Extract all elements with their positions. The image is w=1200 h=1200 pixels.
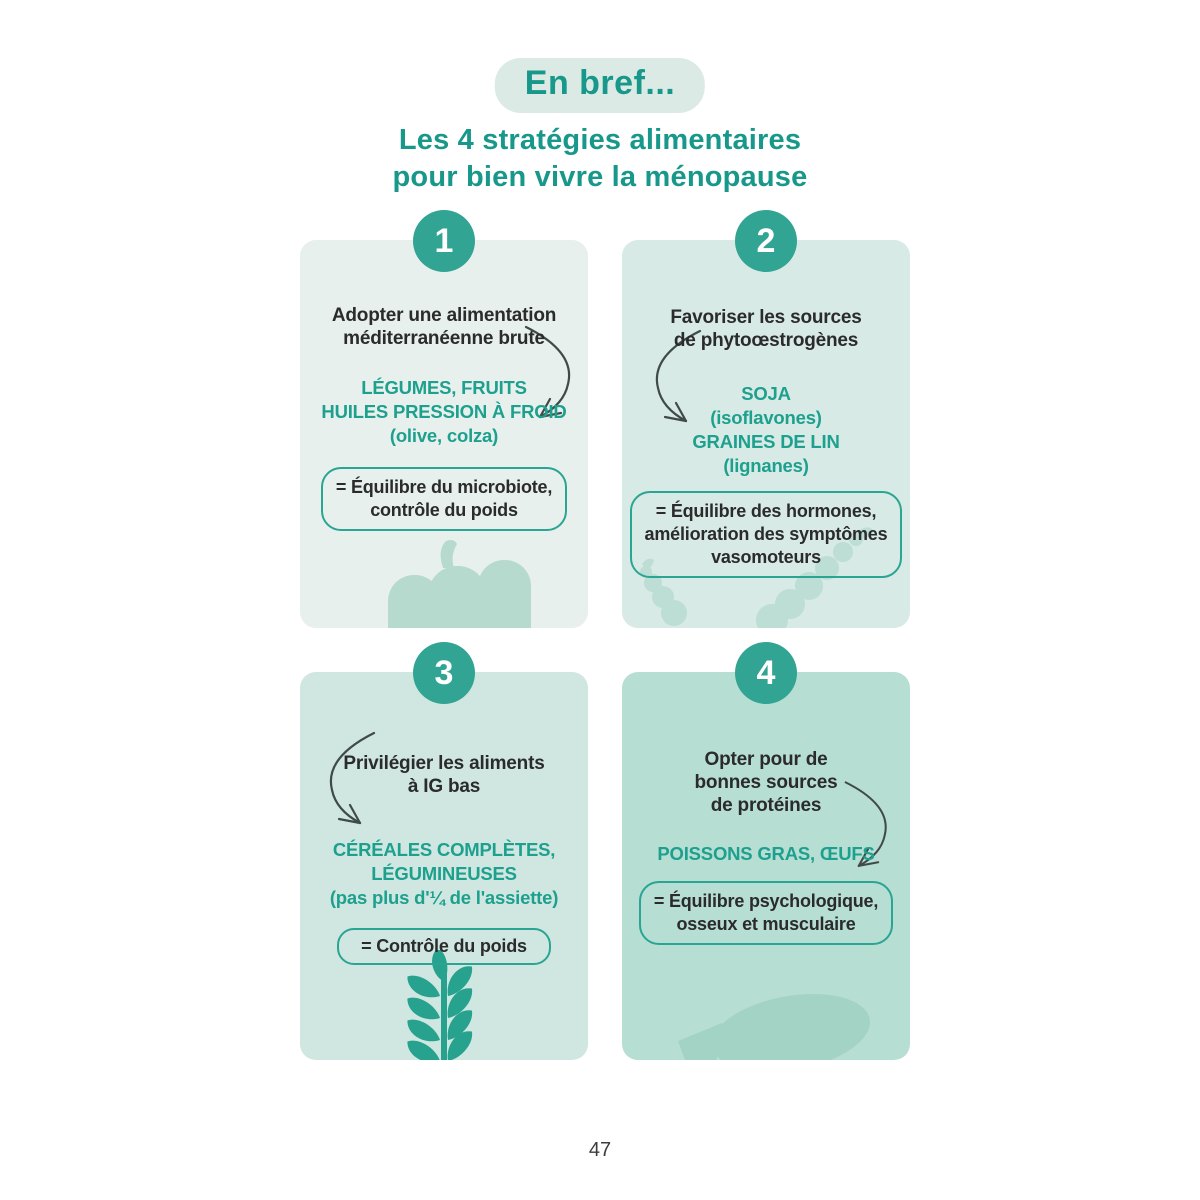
heading-line: Privilégier les aliments: [343, 753, 545, 774]
benefit-line: contrôle du poids: [370, 500, 518, 520]
step-number: 1: [434, 221, 454, 260]
benefit-line: = Équilibre des hormones,: [655, 501, 877, 521]
food-recommendations: [622, 382, 910, 478]
food-recommendations: [300, 838, 588, 910]
card-heading: [622, 748, 910, 817]
food-line: LÉGUMINEUSES: [371, 863, 517, 884]
benefit-box: [321, 467, 567, 531]
heading-line: à IG bas: [407, 776, 481, 797]
step-number: 3: [434, 653, 454, 692]
benefit-box: [630, 491, 903, 578]
benefit-line: amélioration des symptômes: [644, 524, 888, 544]
card-heading: [622, 306, 910, 352]
food-line: POISSONS GRAS, ŒUFS: [657, 843, 875, 864]
food-line: GRAINES DE LIN: [692, 431, 840, 452]
step-number-badge: [735, 210, 797, 272]
step-number: 2: [756, 221, 776, 260]
food-line: HUILES PRESSION À FROID: [321, 401, 567, 422]
card-heading: [300, 304, 588, 350]
food-recommendations: [300, 376, 588, 448]
food-line: (lignanes): [723, 455, 809, 476]
food-recommendations: [622, 842, 910, 866]
food-line: (isoflavones): [710, 407, 822, 428]
food-line: CÉRÉALES COMPLÈTES,: [332, 839, 556, 860]
heading-line: de protéines: [710, 795, 822, 816]
heading-line: Opter pour de: [704, 749, 828, 770]
fish-icon: [676, 985, 871, 1060]
food-line: SOJA: [741, 383, 791, 404]
step-number: 4: [756, 653, 776, 692]
strategy-card-1: [300, 221, 588, 628]
title-line: pour bien vivre la ménopause: [392, 161, 808, 193]
benefit-line: = Équilibre du microbiote,: [335, 477, 553, 497]
benefit-box: [639, 881, 893, 945]
heading-line: méditerranéenne brute: [343, 328, 545, 349]
page-number: 47: [588, 1139, 612, 1161]
wheat-ear-icon: [396, 950, 492, 1060]
strategy-card-2: [622, 221, 910, 628]
step-number-badge: [413, 210, 475, 272]
heading-line: de phytoœstrogènes: [673, 330, 859, 351]
food-line: (pas plus d'¼ de l'assiette): [329, 887, 559, 908]
benefit-line: = Équilibre psychologique,: [653, 891, 879, 911]
bell-pepper-icon: [386, 538, 532, 628]
benefit-box: [337, 928, 551, 965]
heading-line: bonnes sources: [694, 772, 838, 793]
benefit-line: vasomoteurs: [711, 547, 821, 567]
step-number-badge: [735, 642, 797, 704]
benefit-line: = Contrôle du poids: [361, 936, 527, 956]
card-heading: [300, 752, 588, 798]
strategy-card-3: [300, 653, 588, 1060]
step-number-badge: [413, 642, 475, 704]
strategy-card-4: [622, 653, 910, 1060]
benefit-line: osseux et musculaire: [676, 914, 856, 934]
page-title: [0, 122, 1200, 196]
en-bref-badge: En bref...: [495, 58, 705, 113]
heading-line: Adopter une alimentation: [331, 305, 557, 326]
title-line: Les 4 stratégies alimentaires: [398, 124, 802, 156]
food-line: LÉGUMES, FRUITS: [361, 377, 527, 398]
heading-line: Favoriser les sources: [670, 307, 862, 328]
food-line: (olive, colza): [389, 425, 499, 446]
